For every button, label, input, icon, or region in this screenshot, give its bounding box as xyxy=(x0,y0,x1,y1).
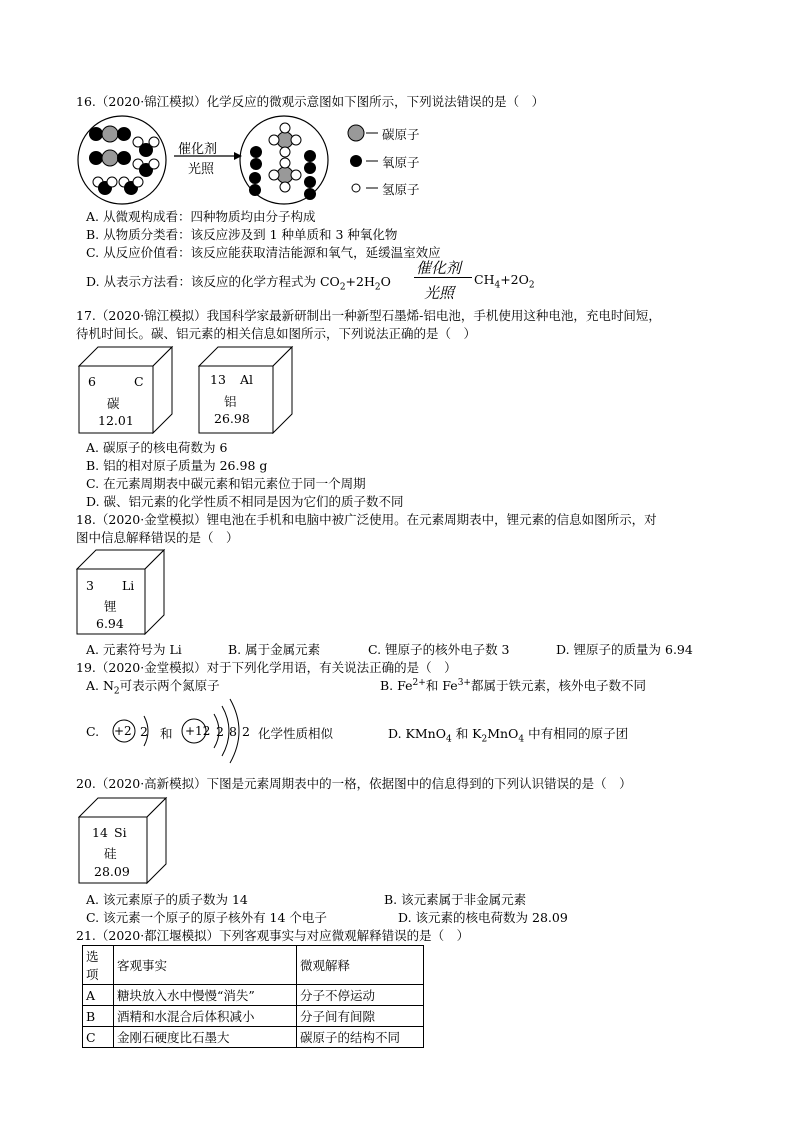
magnesium-shell-1: 2 xyxy=(216,724,224,739)
aluminum-atomic-number: 13 xyxy=(210,372,226,387)
q17-option-d: D. 碳、铝元素的化学性质不相同是因为它们的质子数不同 xyxy=(86,494,404,509)
q19-and-text: 和 xyxy=(160,726,173,741)
h2o-molecule-icon xyxy=(133,159,159,177)
q16-option-b: B. 从物质分类看：该反应涉及到 1 种单质和 3 种氧化物 xyxy=(86,227,398,242)
table-row xyxy=(83,1027,424,1048)
q20-stem: 20.（2020·高新模拟）下图是元素周期表中的一格，依据图中的信息得到的下列认识错误的是（ ） xyxy=(76,776,632,791)
lithium-name: 锂 xyxy=(104,599,117,614)
table-cell: C xyxy=(83,1027,114,1048)
ch4-molecule-icon xyxy=(269,123,301,157)
q16-arrow-catalyst: 催化剂 xyxy=(178,142,218,157)
carbon-symbol: C xyxy=(134,374,144,389)
q16-equation-condition-bottom: 光照 xyxy=(424,284,455,302)
legend-hydrogen-label: 氢原子 xyxy=(382,182,420,197)
table-cell: B xyxy=(83,1006,114,1027)
magnesium-shell-3: 2 xyxy=(242,724,250,739)
table-row xyxy=(83,985,424,1006)
o2-molecule-icon xyxy=(304,176,316,200)
o2-molecule-icon xyxy=(249,172,261,196)
silicon-mass: 28.09 xyxy=(94,864,130,879)
aluminum-mass: 26.98 xyxy=(214,411,250,426)
q21-stem: 21.（2020·都江堰模拟）下列客观事实与对应微观解释错误的是（ ） xyxy=(76,928,470,943)
q19-option-a: A. $N_2$可表示两个氮原子 xyxy=(86,678,220,697)
lithium-symbol: Li xyxy=(122,578,135,593)
co2-molecule-icon xyxy=(89,126,131,142)
q20-option-a: A. 该元素原子的质子数为 14 xyxy=(86,892,248,907)
h2o-molecule-icon xyxy=(93,177,117,195)
table-row xyxy=(83,1006,424,1027)
h2o-molecule-icon xyxy=(119,177,143,195)
carbon-name: 碳 xyxy=(107,396,120,411)
table-header-cell: 微观解释 xyxy=(297,946,424,985)
table-header-row xyxy=(83,946,424,985)
carbon-atomic-number: 6 xyxy=(88,374,96,389)
h2o-molecule-icon xyxy=(133,137,159,157)
q18-option-a: A. 元素符号为 Li xyxy=(86,642,182,657)
aluminum-name: 铝 xyxy=(224,394,237,409)
oxygen-atom-legend-icon xyxy=(350,155,362,167)
table-cell: 金刚石硬度比石墨大 xyxy=(114,1027,297,1048)
silicon-symbol: Si xyxy=(114,825,127,840)
q19-option-d: D. KMnO$_4$ 和 $K_2MnO_4$ 中有相同的原子团 xyxy=(388,726,629,745)
q16-stem: 16.（2020·锦江模拟）化学反应的微观示意图如下图所示，下列说法错误的是（ ） xyxy=(76,94,545,109)
q17-option-b: B. 铝的相对原子质量为 26.98 g xyxy=(86,458,268,473)
q19-option-c-label: C. xyxy=(86,724,100,739)
silicon-name: 硅 xyxy=(104,846,117,861)
lithium-mass: 6.94 xyxy=(96,616,124,631)
q17-stem-line1: 17.（2020·锦江模拟）我国科学家最新研制出一种新型石墨烯-铝电池，手机使用这种电池，充电时间短， xyxy=(76,308,661,323)
q18-option-b: B. 属于金属元素 xyxy=(228,642,321,657)
q16-equation-products: $CH_4+2O_2$ xyxy=(474,272,535,291)
aluminum-symbol: Al xyxy=(240,372,254,387)
q16-option-d: D. 从表示方法看：该反应的化学方程式为 $CO_2+2H_2O$ xyxy=(86,274,391,293)
table-header-cell: 客观事实 xyxy=(114,946,297,985)
table-cell: 分子间有间隙 xyxy=(297,1006,424,1027)
q16-option-c: C. 从反应价值看：该反应能获取清洁能源和氧气，延缓温室效应 xyxy=(86,245,441,260)
equation-bar xyxy=(414,277,472,278)
q18-stem-line2: 图中信息解释错误的是（ ） xyxy=(76,530,239,545)
lithium-atomic-number: 3 xyxy=(86,578,94,593)
carbon-atom-legend-icon xyxy=(348,125,364,141)
magnesium-shell-2: 8 xyxy=(229,724,237,739)
co2-molecule-icon xyxy=(89,150,131,166)
table-cell: 酒精和水混合后体积减小 xyxy=(114,1006,297,1027)
q20-option-c: C. 该元素一个原子的原子核外有 14 个电子 xyxy=(86,910,327,925)
q18-option-d: D. 锂原子的质量为 6.94 xyxy=(556,642,693,657)
table-cell: 碳原子的结构不同 xyxy=(297,1027,424,1048)
q20-option-b: B. 该元素属于非金属元素 xyxy=(384,892,527,907)
q18-option-c: C. 锂原子的核外电子数 3 xyxy=(368,642,510,657)
q16-equation-condition-top: 催化剂 xyxy=(416,259,462,277)
helium-shell-electrons: 2 xyxy=(140,724,148,739)
q20-option-d: D. 该元素的核电荷数为 28.09 xyxy=(398,910,568,925)
o2-molecule-icon xyxy=(250,146,262,170)
table-cell: A xyxy=(83,985,114,1006)
q19-option-c-tail: 化学性质相似 xyxy=(258,726,334,741)
ch4-molecule-icon xyxy=(269,158,301,192)
q21-table xyxy=(82,945,424,1048)
silicon-atomic-number: 14 xyxy=(92,825,108,840)
q16-arrow-light: 光照 xyxy=(188,162,215,177)
carbon-mass: 12.01 xyxy=(98,413,134,428)
q17-stem-line2: 待机时间长。碳、铝元素的相关信息如图所示，下列说法正确的是（ ） xyxy=(76,326,477,341)
table-cell: 糖块放入水中慢慢“消失” xyxy=(114,985,297,1006)
q17-option-c: C. 在元素周期表中碳元素和铝元素位于同一个周期 xyxy=(86,476,366,491)
legend-oxygen-label: 氧原子 xyxy=(382,155,420,170)
q17-option-a: A. 碳原子的核电荷数为 6 xyxy=(86,440,228,455)
o2-molecule-icon xyxy=(304,150,316,174)
q18-stem-line1: 18.（2020·金堂模拟）锂电池在手机和电脑中被广泛使用。在元素周期表中，锂元素的信息如图所示，对 xyxy=(76,512,657,527)
legend-carbon-label: 碳原子 xyxy=(382,127,420,142)
q16-option-a: A. 从微观构成看：四种物质均由分子构成 xyxy=(86,209,316,224)
q19-stem: 19.（2020·金堂模拟）对于下列化学用语，有关说法正确的是（ ） xyxy=(76,660,457,675)
q19-option-b: B. $Fe^{2+}$和 $Fe^{3+}$都属于铁元素，核外电子数不同 xyxy=(380,677,646,693)
magnesium-nucleus-charge: +12 xyxy=(185,724,211,738)
helium-nucleus-charge: +2 xyxy=(114,724,132,738)
table-header-cell: 选项 xyxy=(83,946,114,985)
table-cell: 分子不停运动 xyxy=(297,985,424,1006)
hydrogen-atom-legend-icon xyxy=(352,184,360,192)
